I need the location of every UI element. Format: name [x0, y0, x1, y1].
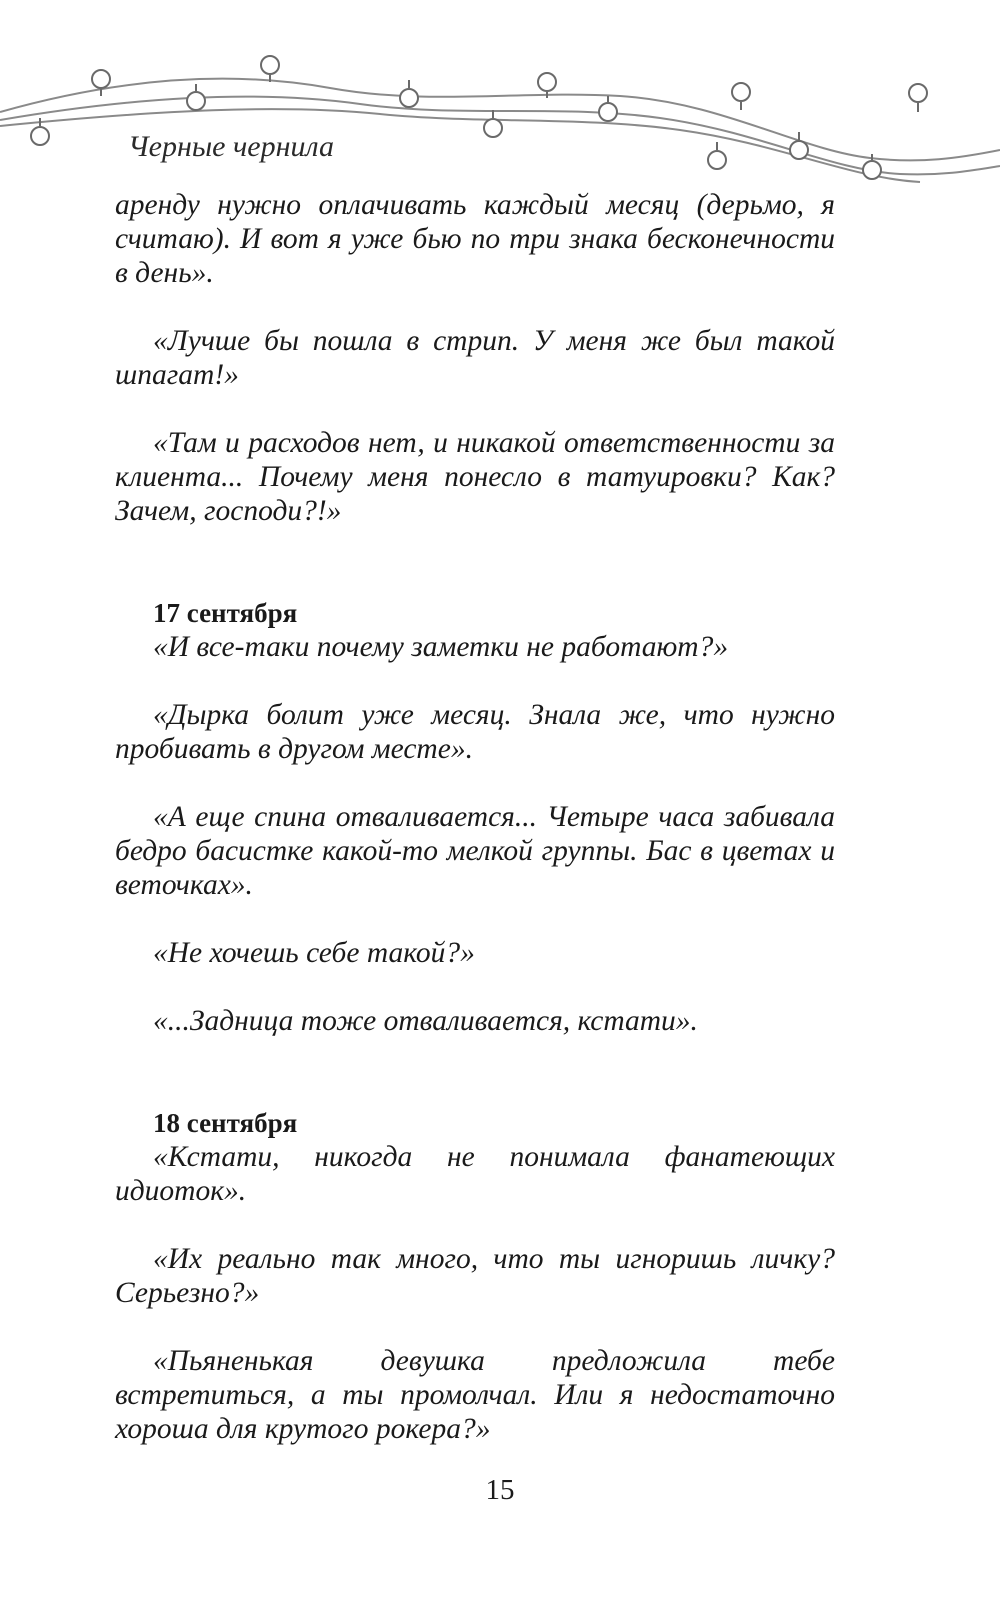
- paragraph-continuation: аренду нужно оплачивать каждый месяц (дерьмо, я считаю). И вот я уже бью по три знака бесконечности в день».: [115, 189, 835, 289]
- diary-entry-sep-17: [115, 596, 835, 1038]
- paragraph-quote: «Там и расходов нет, и никакой ответственности за клиента... Почему меня понесло в татуировки? Как? Зачем, господи?!»: [115, 427, 835, 527]
- entry-message: «Кстати, никогда не понимала фанатеющих идиоток».: [115, 1141, 835, 1207]
- entry-message: «Дырка болит уже месяц. Знала же, что нужно пробивать в другом месте».: [115, 699, 835, 765]
- entry-message: «А еще спина отваливается... Четыре часа забивала бедро басистке какой-то мелкой группы. Бас в цветах и веточках».: [115, 801, 835, 901]
- diary-entry-sep-18: [115, 1106, 835, 1446]
- string-lights-garland-icon: [0, 0, 1000, 210]
- entry-date-heading: 17 сентября: [153, 598, 298, 628]
- page-number: 15: [485, 1474, 515, 1506]
- entry-message: «И все-таки почему заметки не работают?»: [153, 631, 729, 663]
- entry-message: «Не хочешь себе такой?»: [153, 937, 475, 969]
- entry-date-heading: 18 сентября: [153, 1108, 298, 1138]
- paragraph-quote: «Лучше бы пошла в стрип. У меня же был такой шпагат!»: [115, 325, 835, 391]
- entry-message: «Пьяненькая девушка предложила тебе встретиться, а ты промолчал. Или я недостаточно хороша для крутого рокера?»: [115, 1345, 835, 1445]
- entry-message: «Их реально так много, что ты игноришь личку? Серьезно?»: [115, 1243, 835, 1309]
- entry-message: «...Задница тоже отваливается, кстати».: [153, 1005, 698, 1037]
- page-body: [115, 188, 835, 1446]
- running-title: Черные чернила: [128, 130, 334, 163]
